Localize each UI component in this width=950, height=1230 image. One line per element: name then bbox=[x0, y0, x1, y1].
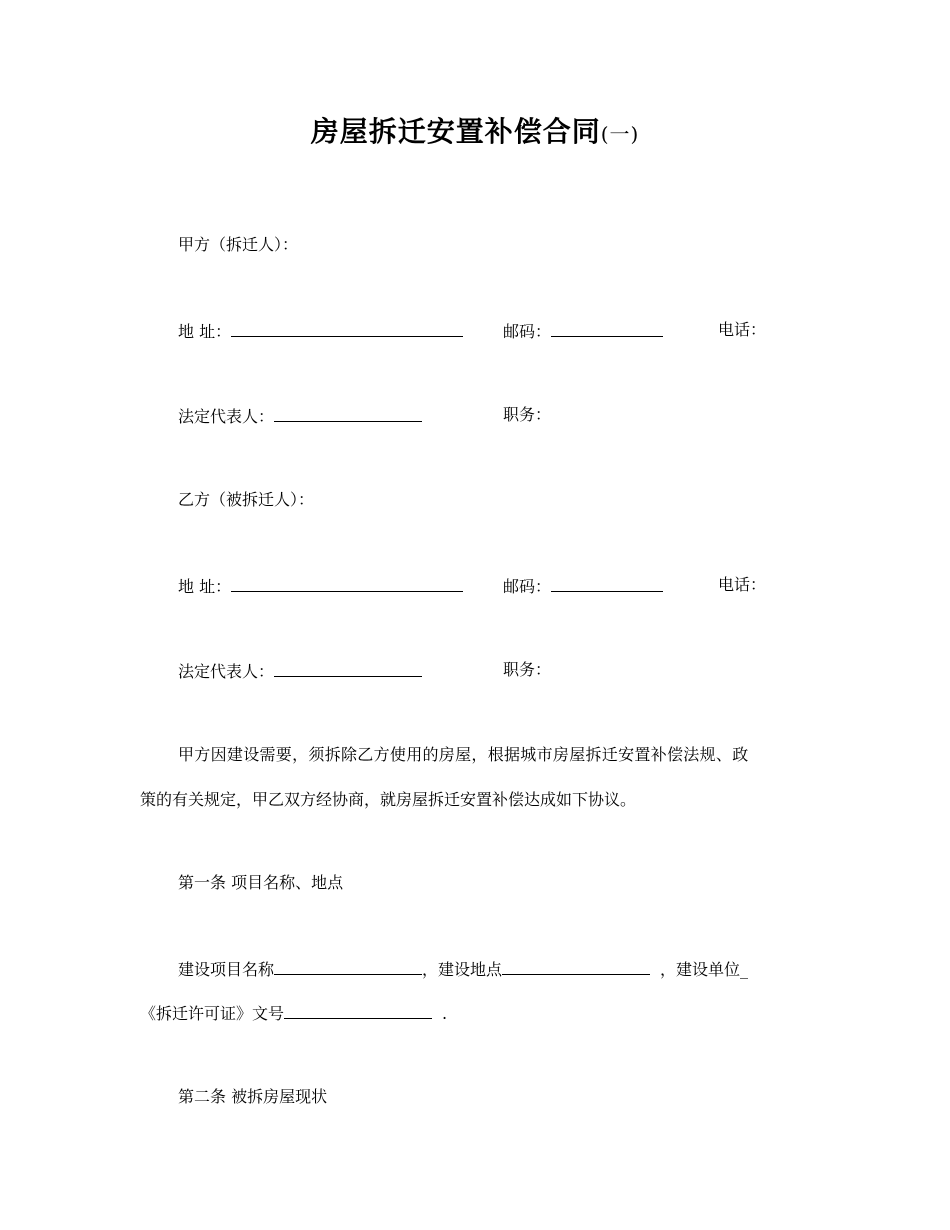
party-a-heading: 甲方（拆迁人）： bbox=[178, 235, 299, 254]
postcode-label: 邮码： bbox=[503, 322, 552, 341]
article-2-title: 第二条 被拆房屋现状 bbox=[178, 1087, 328, 1106]
project-unit-label: ，建设单位_ bbox=[660, 960, 749, 979]
party-a-address-blank[interactable] bbox=[231, 320, 463, 337]
party-b-postcode-blank[interactable] bbox=[551, 575, 663, 592]
party-b-legal-rep-row bbox=[178, 660, 422, 682]
permit-line-end: . bbox=[442, 1004, 448, 1023]
title-text: 房屋拆迁安置补偿合同 bbox=[310, 115, 601, 148]
party-a-phone-label: 电话： bbox=[718, 320, 767, 339]
permit-line bbox=[140, 1002, 447, 1024]
party-b-phone-label: 电话： bbox=[718, 575, 767, 594]
intro-line-2: 策的有关规定，甲乙双方经协商，就房屋拆迁安置补偿达成如下协议。 bbox=[140, 790, 637, 809]
title-suffix: (一) bbox=[600, 122, 640, 146]
party-b-legal-rep-blank[interactable] bbox=[274, 660, 422, 677]
project-name-blank[interactable] bbox=[274, 958, 422, 975]
party-a-position-label: 职务： bbox=[503, 405, 552, 424]
party-a-address-row bbox=[178, 320, 463, 342]
party-b-address-row bbox=[178, 575, 463, 597]
party-a-postcode-row bbox=[503, 320, 663, 342]
address-label: 地 址： bbox=[178, 322, 232, 341]
intro-line-1: 甲方因建设需要，须拆除乙方使用的房屋，根据城市房屋拆迁安置补偿法规、政 bbox=[178, 745, 749, 764]
permit-number-blank[interactable] bbox=[284, 1002, 432, 1019]
party-b-heading: 乙方（被拆迁人）： bbox=[178, 490, 315, 509]
legal-rep-label: 法定代表人： bbox=[178, 407, 275, 426]
party-b-position-label: 职务： bbox=[503, 660, 552, 679]
article-1-title: 第一条 项目名称、地点 bbox=[178, 873, 344, 892]
project-line bbox=[178, 958, 748, 980]
permit-label: 《拆迁许可证》文号 bbox=[140, 1004, 285, 1023]
party-b-address-blank[interactable] bbox=[231, 575, 463, 592]
document-title bbox=[0, 110, 950, 150]
party-a-legal-rep-row bbox=[178, 405, 422, 427]
party-a-legal-rep-blank[interactable] bbox=[274, 405, 422, 422]
party-b-postcode-row bbox=[503, 575, 663, 597]
legal-rep-label: 法定代表人： bbox=[178, 662, 275, 681]
project-site-blank[interactable] bbox=[502, 958, 650, 975]
party-a-postcode-blank[interactable] bbox=[551, 320, 663, 337]
project-name-label: 建设项目名称 bbox=[178, 960, 275, 979]
address-label: 地 址： bbox=[178, 577, 232, 596]
project-site-label: ，建设地点 bbox=[422, 960, 503, 979]
postcode-label: 邮码： bbox=[503, 577, 552, 596]
